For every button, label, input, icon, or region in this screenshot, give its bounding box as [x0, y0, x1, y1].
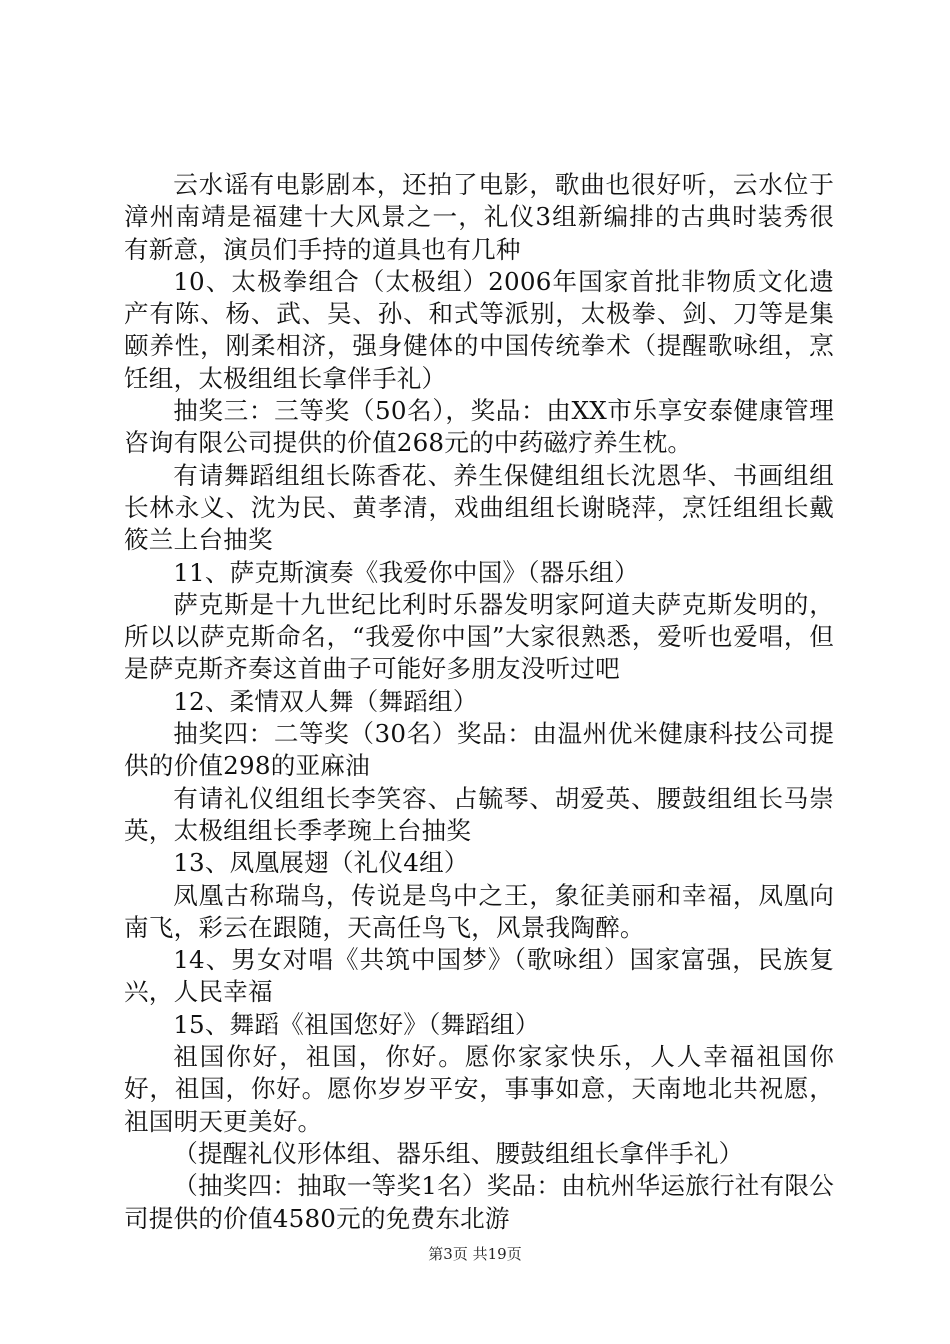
paragraph: 12、柔情双人舞（舞蹈组） — [173, 686, 478, 716]
page-number-footer: 第3页 共19页 — [428, 1245, 522, 1263]
paragraph: 抽奖三：三等奖（50名），奖品：由XX市乐享安泰健康管理咨询有限公司提供的价值268元的中药磁疗养生枕。 — [124, 396, 834, 458]
paragraph: 抽奖四：二等奖（30名）奖品：由温州优米健康科技公司提供的价值298的亚麻油 — [124, 719, 834, 781]
paragraph: （提醒礼仪形体组、器乐组、腰鼓组组长拿伴手礼） — [173, 1138, 744, 1168]
paragraph: 有请礼仪组组长李笑容、占毓琴、胡爱英、腰鼓组组长马崇英，太极组组长季孝琬上台抽奖 — [124, 783, 834, 845]
paragraph: 祖国你好，祖国，你好。愿你家家快乐，人人幸福祖国你好，祖国，你好。愿你岁岁平安，事事如意，天南地北共祝愿，祖国明天更美好。 — [124, 1042, 834, 1136]
paragraph: 13、凤凰展翅（礼仪4组） — [173, 848, 469, 878]
paragraph: 凤凰古称瑞鸟，传说是鸟中之王，象征美丽和幸福，凤凰向南飞，彩云在跟随，天高任鸟飞，风景我陶醉。 — [124, 880, 834, 942]
document-body — [124, 169, 834, 1235]
paragraph: （抽奖四：抽取一等奖1名）奖品：由杭州华运旅行社有限公司提供的价值4580元的免费东北游 — [124, 1171, 834, 1233]
paragraph: 10、太极拳组合（太极组）2006年国家首批非物质文化遗产有陈、杨、武、吴、孙、和式等派别，太极拳、剑、刀等是集颐养性，刚柔相济，强身健体的中国传统拳术（提醒歌咏组，烹饪组，太极组组长拿伴手礼） — [124, 266, 834, 393]
paragraph: 15、舞蹈《祖国您好》（舞蹈组） — [173, 1009, 540, 1039]
paragraph: 11、萨克斯演奏《我爱你中国》（器乐组） — [173, 557, 639, 587]
paragraph: 萨克斯是十九世纪比利时乐器发明家阿道夫萨克斯发明的，所以以萨克斯命名，“我爱你中国”大家很熟悉，爱听也爱唱，但是萨克斯齐奏这首曲子可能好多朋友没听过吧 — [124, 589, 834, 684]
paragraph: 14、男女对唱《共筑中国梦》（歌咏组）国家富强，民族复兴，人民幸福 — [124, 945, 834, 1007]
paragraph: 有请舞蹈组组长陈香花、养生保健组组长沈恩华、书画组组长林永义、沈为民、黄孝清，戏曲组组长谢晓萍，烹饪组组长戴筱兰上台抽奖 — [124, 460, 834, 555]
paragraph: 云水谣有电影剧本，还拍了电影，歌曲也很好听，云水位于漳州南靖是福建十大风景之一，礼仪3组新编排的古典时装秀很有新意，演员们手持的道具也有几种 — [124, 170, 834, 264]
